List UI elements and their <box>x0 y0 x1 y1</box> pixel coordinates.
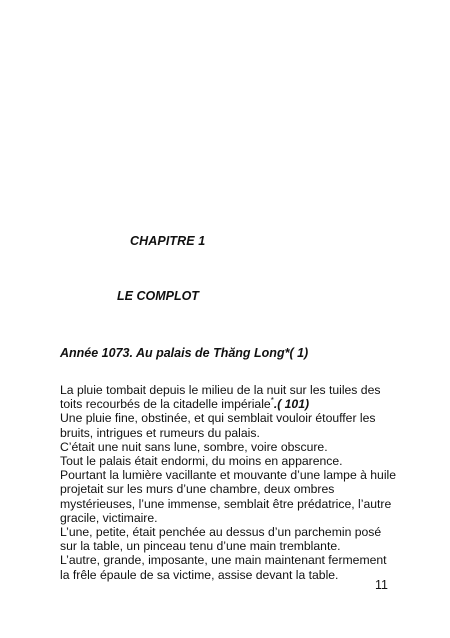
page-number: 11 <box>375 578 388 592</box>
text-line: La pluie tombait depuis le milieu de la nuit sur les tuiles des <box>60 383 381 397</box>
chapter-title: LE COMPLOT <box>117 289 199 303</box>
text-line: Pourtant la lumière vacillante et mouvante d’une lampe à huile <box>60 468 397 483</box>
text-line: gracile, victimaire. <box>60 510 158 525</box>
text-line: Une pluie fine, obstinée, et qui semblait vouloir étouffer les <box>60 411 376 426</box>
footnote-marker: * <box>270 396 274 406</box>
text-line: L’une, petite, était penchée au dessus d’un parchemin posé <box>60 525 382 540</box>
text-line: bruits, intrigues et rumeurs du palais. <box>60 425 260 440</box>
chapter-number: CHAPITRE 1 <box>130 234 206 248</box>
text-line: C’était une nuit sans lune, sombre, voire obscure. <box>60 439 328 454</box>
text-line: projetait sur les murs d’une chambre, deux ombres <box>60 482 335 497</box>
text-line: L’autre, grande, imposante, une main maintenant fermement <box>60 553 387 568</box>
text-line: mystérieuses, l’une immense, semblait être prédatrice, l’autre <box>60 496 392 511</box>
scene-heading: Année 1073. Au palais de Thăng Long*( 1) <box>60 346 309 360</box>
footnote-reference: .( 101) <box>273 397 310 412</box>
body-paragraph <box>60 383 397 582</box>
text-segment: toits recourbés de la citadelle impériale <box>60 397 271 412</box>
text-line: sur la table, un pinceau tenu d’une main tremblante. <box>60 539 341 554</box>
text-line: Tout le palais était endormi, du moins en apparence. <box>60 454 343 469</box>
text-line <box>60 397 390 411</box>
text-line: la frêle épaule de sa victime, assise devant la table. <box>60 567 339 582</box>
